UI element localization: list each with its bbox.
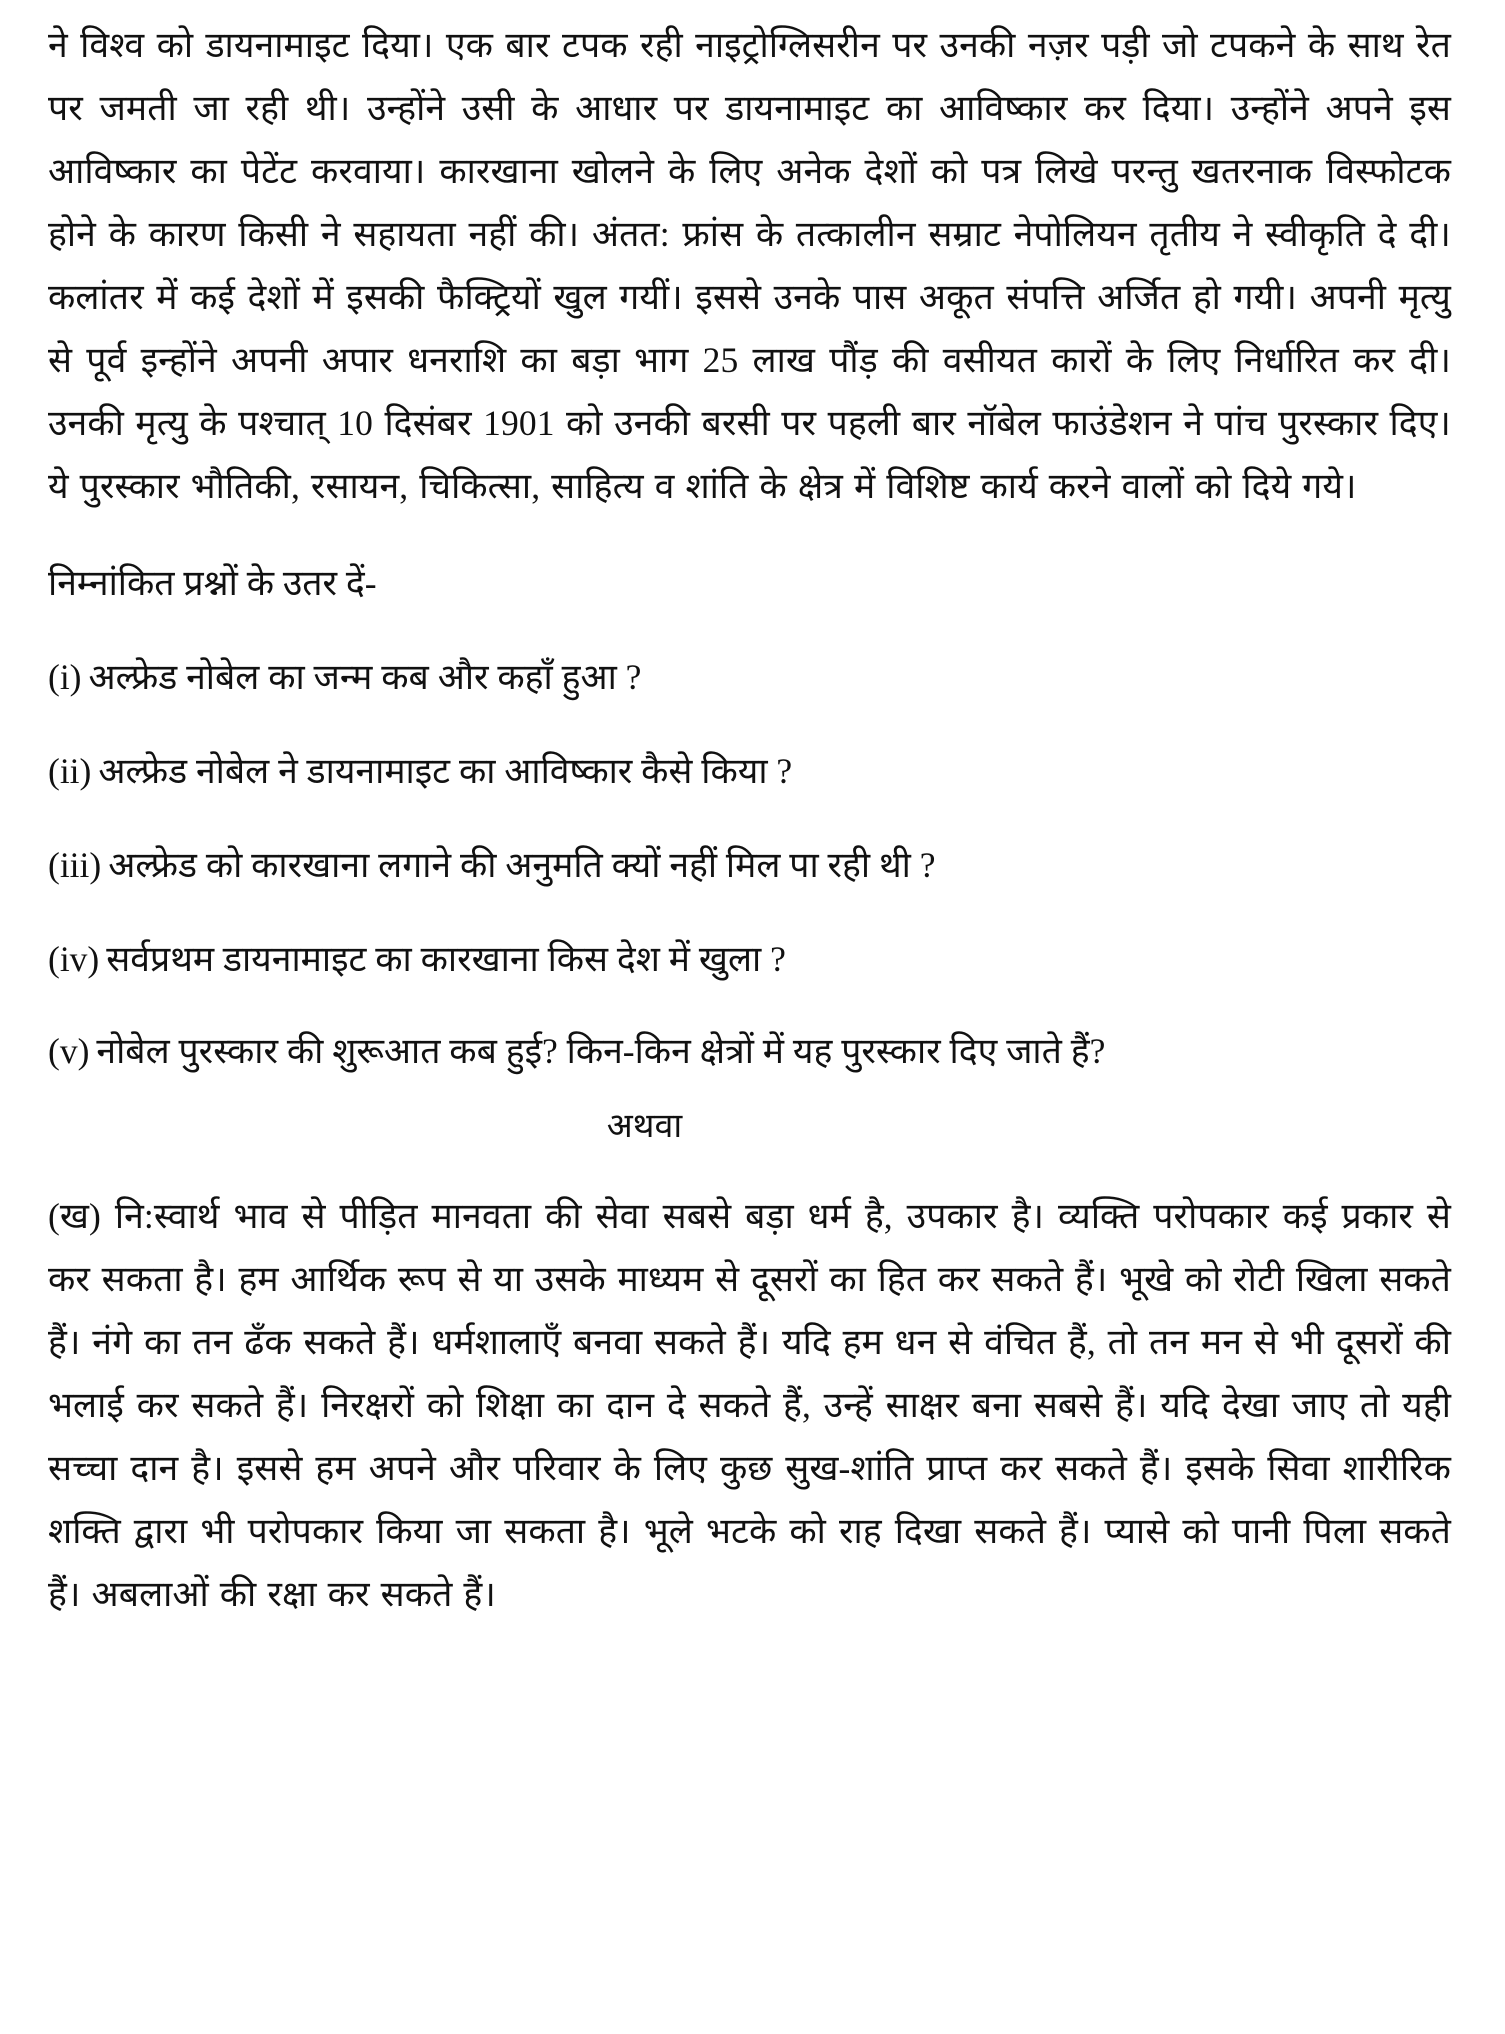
question-text: नोबेल पुरस्कार की शुरूआत कब हुई? किन-किन क्षेत्रों में यह पुरस्कार दिए जाते हैं?	[96, 1031, 1106, 1071]
question-number: (i)	[48, 657, 82, 697]
question-item	[48, 1020, 1451, 1083]
question-text: अल्फ्रेड नोबेल का जन्म कब और कहाँ हुआ ?	[88, 657, 642, 697]
instruction-line: निम्नांकित प्रश्नों के उतर दें-	[48, 563, 377, 603]
question-number: (v)	[48, 1031, 90, 1071]
passage-a-text: ने विश्व को डायनामाइट दिया। एक बार टपक रही नाइट्रोग्लिसरीन पर उनकी नज़र पड़ी जो टपकने के साथ रेत पर जमती जा रही थी। उन्होंने उसी के आधार पर डायनामाइट का आविष्कार कर दिया। उन्होंने अपने इस आविष्कार का पेटेंट करवाया। कारखाना खोलने के लिए अनेक देशों को पत्र लिखे परन्तु खतरनाक विस्फोटक होने के कारण किसी ने सहायता नहीं की। अंतत: फ्रांस के तत्कालीन सम्राट नेपोलियन तृतीय ने स्वीकृति दे दी। कलांतर में कई देशों में इसकी फैक्ट्रियों खुल गयीं। इससे उनके पास अकूत संपत्ति अर्जित हो गयी। अपनी मृत्यु से पूर्व इन्होंने अपनी अपार धनराशि का बड़ा भाग 25 लाख पौंड़ की वसीयत कारों के लिए निर्धारित कर दी। उनकी मृत्यु के पश्चात् 10 दिसंबर 1901 को उनकी बरसी पर पहली बार नॉबेल फाउंडेशन ने पांच पुरस्कार दिए। ये पुरस्कार भौतिकी, रसायन, चिकित्सा, साहित्य व शांति के क्षेत्र में विशिष्ट कार्य करने वालों को दिये गये।	[48, 25, 1451, 506]
question-number: (iii)	[48, 845, 102, 885]
question-number: (ii)	[48, 751, 92, 791]
page-bottom-whitespace	[48, 1626, 1451, 1746]
question-item	[48, 928, 1451, 991]
question-list	[48, 646, 1451, 1083]
passage-b-marker: (ख)	[48, 1196, 101, 1236]
passage-b-text: नि:स्वार्थ भाव से पीड़ित मानवता की सेवा सबसे बड़ा धर्म है, उपकार है। व्यक्ति परोपकार कई प्रकार से कर सकता है। हम आर्थिक रूप से या उसके माध्यम से दूसरों का हित कर सकते हैं। भूखे को रोटी खिला सकते हैं। नंगे का तन ढँक सकते हैं। धर्मशालाएँ बनवा सकते हैं। यदि हम धन से वंचित हैं, तो तन मन से भी दूसरों की भलाई कर सकते हैं। निरक्षरों को शिक्षा का दान दे सकते हैं, उन्हें साक्षर बना सबसे हैं। यदि देखा जाए तो यही सच्चा दान है। इससे हम अपने और परिवार के लिए कुछ सुख-शांति प्राप्त कर सकते हैं। इसके सिवा शारीरिक शक्ति द्वारा भी परोपकार किया जा सकता है। भूले भटके को राह दिखा सकते हैं। प्यासे को पानी पिला सकते हैं। अबलाओं की रक्षा कर सकते हैं।	[48, 1196, 1452, 1614]
passage-b	[48, 1185, 1451, 1626]
question-text: सर्वप्रथम डायनामाइट का कारखाना किस देश में खुला ?	[106, 939, 786, 979]
alternative-label: अथवा	[606, 1108, 683, 1145]
question-number: (iv)	[48, 939, 100, 979]
question-item	[48, 646, 1451, 709]
question-text: अल्फ्रेड नोबेल ने डायनामाइट का आविष्कार कैसे किया ?	[98, 751, 793, 791]
question-item	[48, 834, 1451, 897]
question-item	[48, 740, 1451, 803]
question-text: अल्फ्रेड को कारखाना लगाने की अनुमति क्यों नहीं मिल पा रही थी ?	[108, 845, 936, 885]
